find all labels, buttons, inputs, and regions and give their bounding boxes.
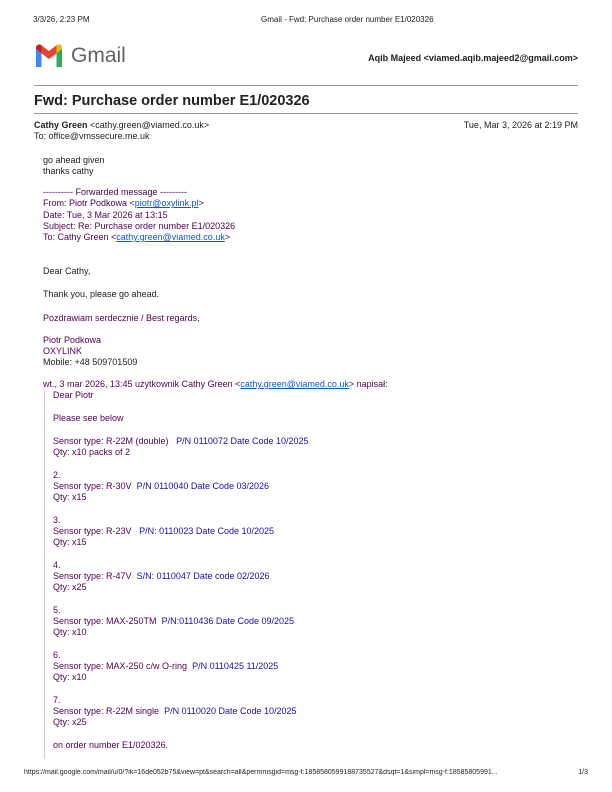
- item-sensor-line: Sensor type: MAX-250TM P/N:0110436 Date Code 09/2025: [53, 616, 294, 626]
- item-qty: Qty: x15: [53, 492, 87, 502]
- item-qty: Qty: x10: [53, 672, 87, 682]
- item-qty: Qty: x25: [53, 582, 87, 592]
- forward-to: To: Cathy Green <cathy.green@viamed.co.uk>: [43, 232, 231, 242]
- message-date: Tue, Mar 3, 2026 at 2:19 PM: [463, 120, 578, 130]
- quote-bar: [44, 391, 45, 759]
- message-to: To: office@vmssecure.me.uk: [34, 131, 150, 141]
- print-page-number: 1/3: [578, 769, 588, 776]
- quote-intro: wt., 3 mar 2026, 13:45 użytkownik Cathy Green <cathy.green@viamed.co.uk> napisał:: [43, 379, 388, 389]
- gmail-logo-icon: [34, 43, 64, 67]
- body-line: go ahead given: [43, 155, 105, 165]
- account-identity: Aqib Majeed <viamed.aqib.majeed2@gmail.com>: [368, 53, 578, 63]
- item-sensor-line: Sensor type: R-47V S/N: 0110047 Date code 02/2026: [53, 571, 270, 581]
- reply-regards: Pozdrawiam serdecznie / Best regards,: [43, 313, 200, 323]
- item-qty: Qty: x15: [53, 537, 87, 547]
- item-sensor-line: Sensor type: R-23V P/N: 0110023 Date Code 10/2025: [53, 526, 274, 536]
- item-sensor-line: Sensor type: R-22M single P/N 0110020 Date Code 10/2025: [53, 706, 297, 716]
- forward-separator: ---------- Forwarded message ---------: [43, 187, 187, 197]
- sender-name: Cathy Green: [34, 120, 88, 130]
- item-qty: Qty: x25: [53, 717, 87, 727]
- item-number: 6.: [53, 650, 61, 660]
- message-from: [34, 120, 209, 131]
- body-line: thanks cathy: [43, 166, 94, 176]
- forward-subject: Subject: Re: Purchase order number E1/020326: [43, 221, 236, 231]
- forward-to-email-link[interactable]: cathy.green@viamed.co.uk: [116, 232, 225, 242]
- item-qty: Qty: x10: [53, 627, 87, 637]
- item-number: 7.: [53, 695, 61, 705]
- sender-email: <cathy.green@viamed.co.uk>: [90, 120, 210, 130]
- print-footer-url: https://mail.google.com/mail/u/0/?ik=16de052b75&view=pt&search=all&permmsgid=msg-f:1858580599188735527&dsqt=1&simpl=msg-f:18585805991...: [24, 769, 498, 776]
- email-subject: Fwd: Purchase order number E1/020326: [34, 93, 310, 109]
- subject-divider: [34, 113, 578, 114]
- reply-greeting: Dear Cathy,: [43, 266, 91, 276]
- quote-intro-email-link[interactable]: cathy.green@viamed.co.uk: [240, 379, 349, 389]
- item-sensor-line: Sensor type: MAX-250 c/w O-ring P/N 0110425 11/2025: [53, 661, 279, 671]
- forward-from: From: Piotr Podkowa <piotr@oxylink.pl>: [43, 198, 204, 208]
- item-number: 3.: [53, 515, 61, 525]
- print-title: Gmail - Fwd: Purchase order number E1/020326: [261, 15, 434, 24]
- signature-mobile: Mobile: +48 509701509: [43, 357, 138, 367]
- reply-text: Thank you, please go ahead.: [43, 289, 160, 299]
- forward-from-email-link[interactable]: piotr@oxylink.pl: [134, 198, 199, 208]
- forward-date: Date: Tue, 3 Mar 2026 at 13:15: [43, 210, 168, 220]
- item-number: 2.: [53, 470, 61, 480]
- item-number: 4.: [53, 560, 61, 570]
- quote-see-below: Please see below: [53, 413, 124, 423]
- print-datetime: 3/3/26, 2:23 PM: [33, 15, 90, 24]
- gmail-wordmark: Gmail: [71, 44, 126, 67]
- quote-greeting: Dear Piotr: [53, 390, 94, 400]
- signature-company: OXYLINK: [43, 346, 83, 356]
- item-sensor-line: Sensor type: R-30V P/N 0110040 Date Code 03/2026: [53, 481, 269, 491]
- signature-name: Piotr Podkowa: [43, 335, 102, 345]
- item-number: 5.: [53, 605, 61, 615]
- quote-closing: on order number E1/020326.: [53, 740, 169, 750]
- header-divider: [34, 85, 578, 86]
- item-sensor-line: Sensor type: R-22M (double) P/N 0110072 Date Code 10/2025: [53, 436, 309, 446]
- item-qty: Qty: x10 packs of 2: [53, 447, 131, 457]
